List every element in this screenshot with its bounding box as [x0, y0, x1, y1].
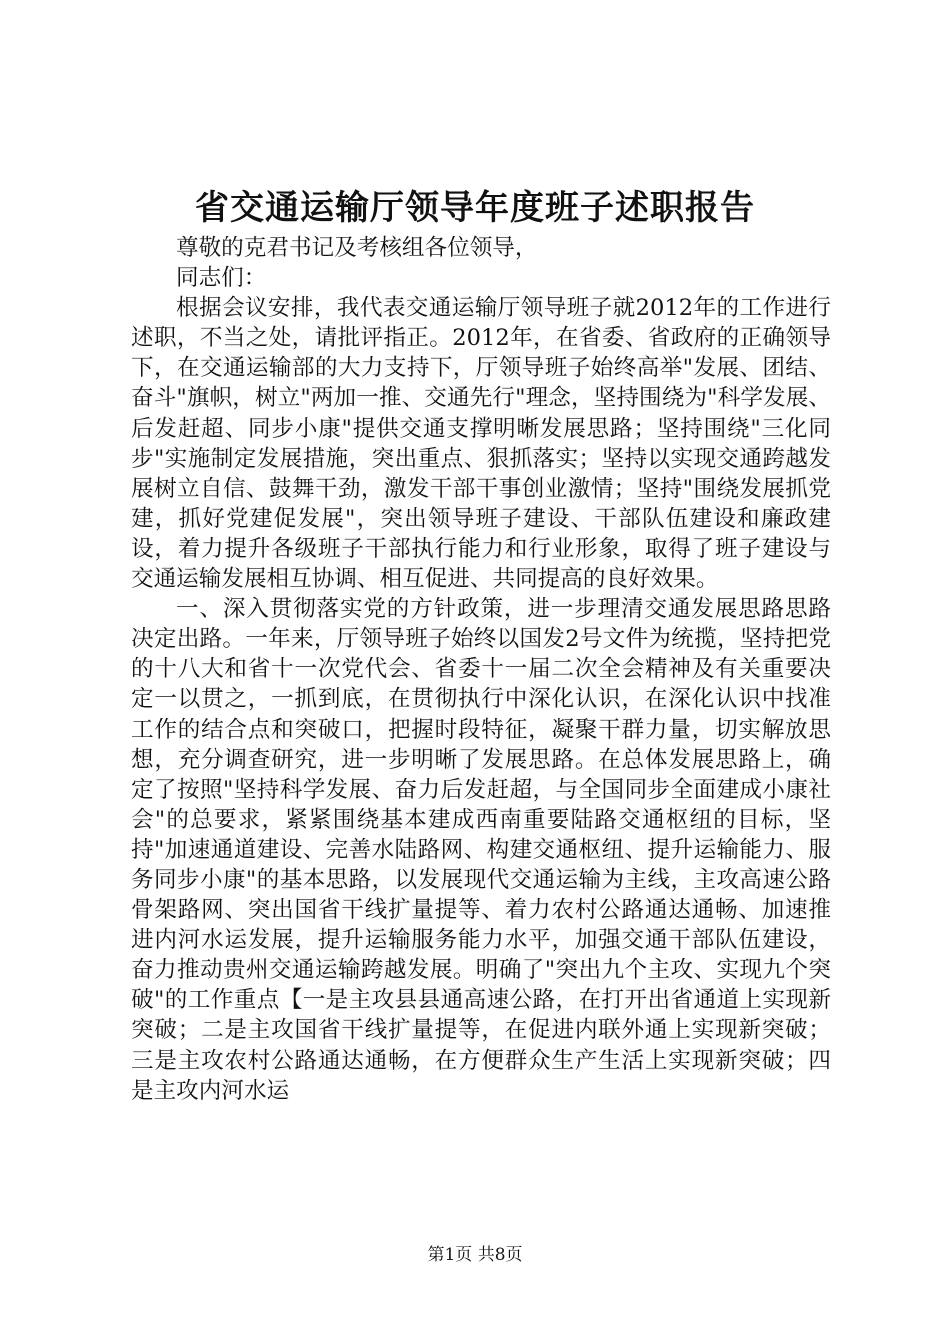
document-body [131, 233, 831, 1106]
salutation: 尊敬的克君书记及考核组各位领导， [176, 235, 538, 261]
page-number-footer: 第1页 共8页 [427, 1245, 523, 1265]
body-paragraph: 根据会议安排，我代表交通运输厅领导班子就2012年的工作进行述职，不当之处，请批评指正。2012年，在省委、省政府的正确领导下，在交通运输部的大力支持下，厅领导班子始终高举"发展、团结、奋斗"旗帜，树立"两加一推、交通先行"理念，坚持围绕为"科学发展、后发赶超、同步小康"提供交通支撑明晰发展思路；坚持围绕"三化同步"实施制定发展措施，突出重点、狠抓落实；坚持以实现交通跨越发展树立自信、鼓舞干劲，激发干部干事创业激情；坚持"围绕发展抓党建，抓好党建促发展"，突出领导班子建设、干部队伍建设和廉政建设，着力提升各级班子干部执行能力和行业形象，取得了班子建设与交通运输发展相互协调、相互促进、共同提高的良好效果。 [131, 295, 831, 593]
document-title: 省交通运输厅领导年度班子述职报告 [195, 188, 755, 228]
salutation-comrades: 同志们： [176, 265, 267, 292]
body-paragraph: 一、深入贯彻落实党的方针政策，进一步理清交通发展思路思路决定出路。一年来，厅领导班子始终以国发2号文件为统揽，坚持把党的十八大和省十一次党代会、省委十一届二次全会精神及有关重要决定一以贯之，一抓到底，在贯彻执行中深化认识，在深化认识中找准工作的结合点和突破口，把握时段特征，凝聚干群力量，切实解放思想，充分调查研究，进一步明晰了发展思路。在总体发展思路上，确定了按照"坚持科学发展、奋力后发赶超，与全国同步全面建成小康社会"的总要求，紧紧围绕基本建成西南重要陆路交通枢纽的目标，坚持"加速通道建设、完善水陆路网、构建交通枢纽、提升运输能力、服务同步小康"的基本思路，以发展现代交通运输为主线，主攻高速公路骨架路网、突出国省干线扩量提等、着力农村公路通达通畅、加速推进内河水运发展，提升运输服务能力水平，加强交通干部队伍建设，奋力推动贵州交通运输跨越发展。明确了"突出九个主攻、实现九个突破"的工作重点【一是主攻县县通高速公路，在打开出省通道上实现新突破；二是主攻国省干线扩量提等，在促进内联外通上实现新突破；三是主攻农村公路通达通畅，在方便群众生产生活上实现新突破；四是主攻内河水运 [131, 596, 831, 1104]
